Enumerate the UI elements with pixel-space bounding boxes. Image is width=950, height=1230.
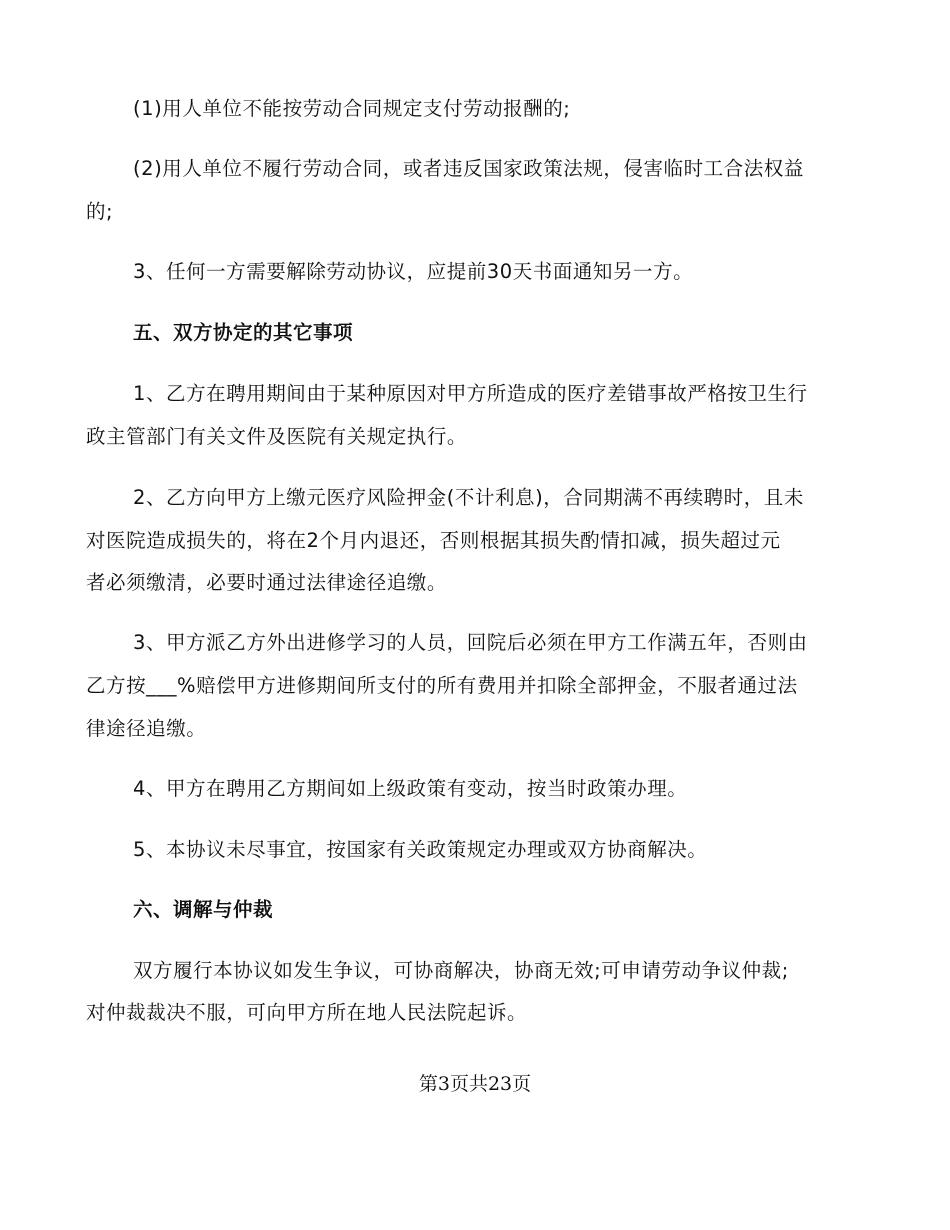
clause-2-line-1: (2)用人单位不履行劳动合同，或者违反国家政策法规，侵害临时工合法权益 bbox=[133, 157, 804, 180]
item-3-line: 3、任何一方需要解除劳动协议，应提前30天书面通知另一方。 bbox=[133, 260, 694, 283]
item-5-2-line-1: 2、乙方向甲方上缴元医疗风险押金(不计利息)，合同期满不再续聘时，且未 bbox=[133, 486, 804, 509]
item-5-1-line-1: 1、乙方在聘用期间由于某种原因对甲方所造成的医疗差错事故严格按卫生行 bbox=[133, 382, 808, 405]
page-number-footer: 第3页共23页 bbox=[418, 1073, 532, 1095]
section-six-heading: 六、调解与仲裁 bbox=[133, 898, 274, 921]
item-5-4-line: 4、甲方在聘用乙方期间如上级政策有变动，按当时政策办理。 bbox=[133, 777, 688, 800]
item-5-3-line-1: 3、甲方派乙方外出进修学习的人员，回院后必须在甲方工作满五年，否则由 bbox=[133, 631, 808, 654]
item-5-3-line-3: 律途径追缴。 bbox=[86, 717, 207, 740]
item-5-1-line-2: 政主管部门有关文件及医院有关规定执行。 bbox=[86, 425, 467, 448]
item-5-2-line-3: 者必须缴清，必要时通过法律途径追缴。 bbox=[86, 571, 447, 594]
mediation-line-2: 对仲裁裁决不服，可向甲方所在地人民法院起诉。 bbox=[86, 1001, 528, 1024]
item-5-3-line-2: 乙方按___%赔偿甲方进修期间所支付的所有费用并扣除全部押金，不服者通过法 bbox=[86, 674, 798, 697]
mediation-line-1: 双方履行本协议如发生争议，可协商解决，协商无效;可申请劳动争议仲裁; bbox=[133, 959, 789, 982]
item-5-5-line: 5、本协议未尽事宜，按国家有关政策规定办理或双方协商解决。 bbox=[133, 838, 708, 861]
clause-2-line-2: 的; bbox=[86, 200, 114, 223]
clause-1-line: (1)用人单位不能按劳动合同规定支付劳动报酬的; bbox=[133, 97, 571, 120]
item-5-2-line-2: 对医院造成损失的，将在2个月内退还，否则根据其损失酌情扣减，损失超过元 bbox=[86, 529, 781, 552]
section-five-heading: 五、双方协定的其它事项 bbox=[133, 321, 354, 344]
